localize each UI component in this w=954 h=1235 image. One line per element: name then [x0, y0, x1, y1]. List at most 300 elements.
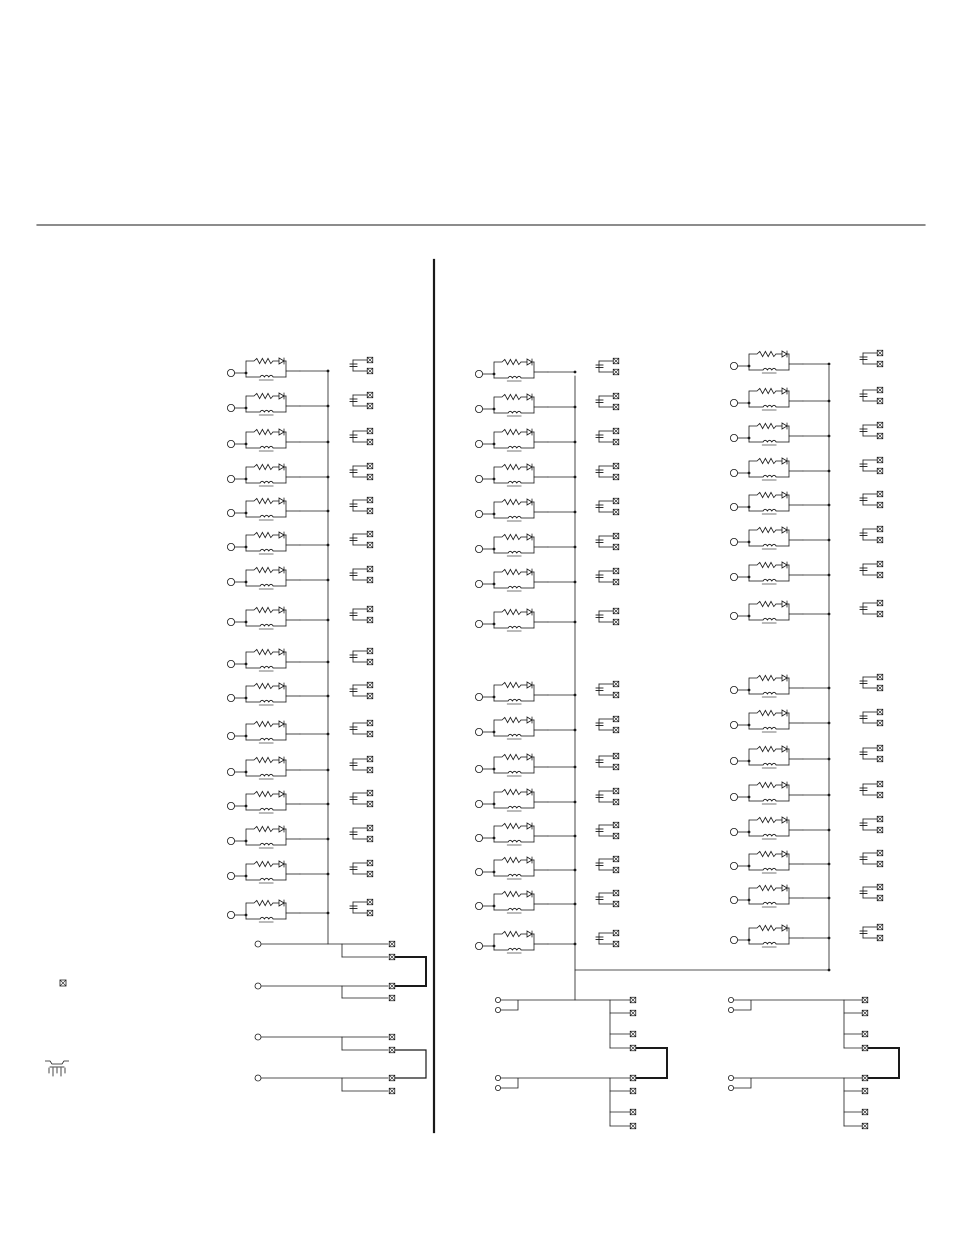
- diode-triangle: [527, 534, 532, 540]
- input-terminal-circle: [475, 942, 482, 949]
- input-terminal-circle: [227, 404, 234, 411]
- crossed-terminal-icon: [367, 682, 373, 688]
- wire: [734, 1000, 751, 1010]
- inductor-coil: [508, 481, 521, 483]
- crossed-terminal-icon: [630, 1010, 636, 1016]
- crossed-terminal-icon: [630, 997, 636, 1003]
- inductor-coil: [508, 806, 521, 808]
- channel-circuit: [227, 648, 372, 671]
- channel-circuit: [227, 531, 372, 554]
- resistor-zigzag: [749, 388, 776, 393]
- inductor-coil: [763, 475, 776, 477]
- resistor-zigzag: [494, 429, 521, 434]
- crossed-terminal-icon: [367, 617, 373, 623]
- channel-circuit: [475, 428, 618, 451]
- crossed-terminal-icon: [367, 659, 373, 665]
- channel-circuit: [227, 428, 372, 451]
- input-terminal-circle: [475, 545, 482, 552]
- crossed-terminal-icon: [877, 674, 883, 680]
- inductor-coil: [508, 551, 521, 553]
- crossed-terminal-icon: [630, 1045, 636, 1051]
- input-terminal-circle: [728, 997, 733, 1002]
- input-terminal-circle: [730, 612, 737, 619]
- inductor-coil: [260, 700, 273, 702]
- channel-circuit: [475, 788, 618, 811]
- channel-circuit: [730, 924, 882, 947]
- resistor-zigzag: [749, 492, 776, 497]
- inductor-coil: [260, 481, 273, 483]
- crossed-terminal-icon: [862, 1109, 868, 1115]
- resistor-zigzag: [246, 649, 273, 654]
- diode-triangle: [782, 527, 787, 533]
- crossed-terminal-icon: [613, 358, 619, 364]
- crossed-terminal-icon: [613, 822, 619, 828]
- resistor-zigzag: [749, 675, 776, 680]
- left-panel-schematic: [227, 357, 426, 1094]
- inductor-coil: [763, 544, 776, 546]
- crossed-terminal-icon: [613, 509, 619, 515]
- wire: [501, 1078, 518, 1088]
- inductor-coil: [763, 579, 776, 581]
- diode-triangle: [527, 891, 532, 897]
- channel-circuit: [227, 357, 372, 380]
- resistor-zigzag: [749, 851, 776, 856]
- input-terminal-circle: [728, 1085, 733, 1090]
- crossed-terminal-icon: [613, 533, 619, 539]
- diode-triangle: [527, 789, 532, 795]
- channel-circuit: [475, 856, 618, 879]
- crossed-terminal-icon: [877, 611, 883, 617]
- inductor-coil: [508, 626, 521, 628]
- jumper: [395, 1050, 426, 1078]
- diode-triangle: [279, 861, 284, 867]
- input-terminal-circle: [475, 834, 482, 841]
- inductor-coil: [260, 917, 273, 919]
- diode-triangle: [527, 464, 532, 470]
- input-terminal-circle: [227, 440, 234, 447]
- diode-triangle: [527, 359, 532, 365]
- inductor-coil: [763, 902, 776, 904]
- input-terminal-circle: [495, 997, 500, 1002]
- crossed-terminal-icon: [367, 648, 373, 654]
- channel-circuit: [227, 463, 372, 486]
- crossed-terminal-icon: [877, 924, 883, 930]
- resistor-zigzag: [494, 717, 521, 722]
- left-bus-section: [255, 941, 426, 1094]
- crossed-terminal-icon: [613, 799, 619, 805]
- inductor-coil: [260, 515, 273, 517]
- input-terminal-circle: [730, 757, 737, 764]
- crossed-terminal-icon: [613, 856, 619, 862]
- diode-triangle: [782, 458, 787, 464]
- inductor-coil: [260, 375, 273, 377]
- ground-bus-legend-icon: [45, 1061, 69, 1076]
- resistor-zigzag: [246, 393, 273, 398]
- channel-circuit: [730, 600, 882, 623]
- resistor-zigzag: [246, 900, 273, 905]
- input-terminal-circle: [255, 1034, 261, 1040]
- inductor-coil: [508, 771, 521, 773]
- input-terminal-circle: [730, 896, 737, 903]
- input-terminal-circle: [728, 1075, 733, 1080]
- input-terminal-circle: [730, 936, 737, 943]
- input-terminal-circle: [227, 732, 234, 739]
- resistor-zigzag: [749, 601, 776, 606]
- crossed-terminal-icon: [367, 428, 373, 434]
- right-bus-block: [495, 997, 667, 1129]
- inductor-coil: [508, 516, 521, 518]
- diode-triangle: [782, 925, 787, 931]
- crossed-terminal-icon: [367, 767, 373, 773]
- resistor-zigzag: [749, 925, 776, 930]
- channel-circuit: [730, 457, 882, 480]
- diode-triangle: [527, 682, 532, 688]
- resistor-zigzag: [494, 464, 521, 469]
- diode-triangle: [527, 754, 532, 760]
- diode-triangle: [279, 498, 284, 504]
- channel-circuit: [227, 825, 372, 848]
- channel-circuit: [730, 674, 882, 697]
- resistor-zigzag: [246, 464, 273, 469]
- input-terminal-circle: [495, 1007, 500, 1012]
- inductor-coil: [763, 692, 776, 694]
- right-panel-schematic: [475, 350, 899, 1129]
- inductor-coil: [763, 440, 776, 442]
- crossed-terminal-icon: [613, 716, 619, 722]
- input-terminal-circle: [475, 693, 482, 700]
- crossed-terminal-icon: [367, 836, 373, 842]
- crossed-terminal-icon: [877, 350, 883, 356]
- resistor-zigzag: [494, 931, 521, 936]
- crossed-terminal-icon: [367, 463, 373, 469]
- inductor-coil: [763, 763, 776, 765]
- crossed-terminal-icon: [389, 1075, 395, 1081]
- resistor-zigzag: [494, 499, 521, 504]
- crossed-terminal-icon: [877, 457, 883, 463]
- input-terminal-circle: [730, 793, 737, 800]
- crossed-terminal-icon: [877, 850, 883, 856]
- input-terminal-circle: [227, 768, 234, 775]
- inductor-coil: [763, 942, 776, 944]
- resistor-zigzag: [246, 429, 273, 434]
- diode-triangle: [782, 782, 787, 788]
- channel-circuit: [730, 561, 882, 584]
- resistor-zigzag: [749, 710, 776, 715]
- crossed-terminal-icon: [877, 537, 883, 543]
- channel-circuit: [730, 745, 882, 768]
- crossed-terminal-icon: [613, 393, 619, 399]
- input-terminal-circle: [730, 828, 737, 835]
- inductor-coil: [260, 549, 273, 551]
- crossed-terminal-icon: [877, 422, 883, 428]
- resistor-zigzag: [749, 746, 776, 751]
- crossed-terminal-icon: [613, 463, 619, 469]
- crossed-terminal-icon: [613, 608, 619, 614]
- inductor-coil: [508, 586, 521, 588]
- crossed-terminal-icon: [630, 1088, 636, 1094]
- resistor-zigzag: [494, 857, 521, 862]
- channel-circuit: [475, 890, 618, 913]
- crossed-terminal-icon: [877, 433, 883, 439]
- resistor-zigzag: [749, 562, 776, 567]
- input-terminal-circle: [475, 475, 482, 482]
- wire: [734, 1078, 751, 1088]
- diode-triangle: [279, 683, 284, 689]
- crossed-terminal-icon: [877, 792, 883, 798]
- input-terminal-circle: [730, 538, 737, 545]
- crossed-terminal-icon: [613, 867, 619, 873]
- diode-triangle: [527, 394, 532, 400]
- input-terminal-circle: [475, 580, 482, 587]
- channel-circuit: [730, 850, 882, 873]
- crossed-terminal-icon: [877, 756, 883, 762]
- inductor-coil: [508, 840, 521, 842]
- inductor-coil: [260, 843, 273, 845]
- crossed-terminal-icon: [613, 941, 619, 947]
- channel-circuit: [475, 608, 618, 631]
- resistor-zigzag: [749, 885, 776, 890]
- channel-circuit: [730, 350, 882, 373]
- diode-triangle: [279, 429, 284, 435]
- crossed-terminal-icon: [367, 392, 373, 398]
- crossed-terminal-icon: [613, 788, 619, 794]
- crossed-terminal-icon: [613, 404, 619, 410]
- diode-triangle: [782, 851, 787, 857]
- junction-dot: [828, 363, 831, 366]
- crossed-terminal-icon: [613, 568, 619, 574]
- diode-triangle: [279, 532, 284, 538]
- input-terminal-circle: [730, 399, 737, 406]
- channel-circuit: [475, 568, 618, 591]
- input-terminal-circle: [255, 1075, 261, 1081]
- diode-triangle: [279, 649, 284, 655]
- diode-triangle: [527, 717, 532, 723]
- crossed-terminal-icon: [389, 1088, 395, 1094]
- input-terminal-circle: [728, 1007, 733, 1012]
- jumper-bold: [395, 957, 426, 986]
- crossed-terminal-icon: [367, 860, 373, 866]
- resistor-zigzag: [494, 609, 521, 614]
- inductor-coil: [508, 734, 521, 736]
- inductor-coil: [260, 774, 273, 776]
- diode-triangle: [527, 569, 532, 575]
- crossed-terminal-icon: [613, 753, 619, 759]
- crossed-terminal-icon: [877, 781, 883, 787]
- channel-circuit: [475, 716, 618, 739]
- inductor-coil: [508, 948, 521, 950]
- inductor-coil: [763, 509, 776, 511]
- crossed-terminal-icon: [877, 491, 883, 497]
- resistor-zigzag: [246, 607, 273, 612]
- channel-circuit: [475, 393, 618, 416]
- crossed-terminal-icon: [367, 801, 373, 807]
- diode-triangle: [782, 492, 787, 498]
- input-terminal-circle: [730, 862, 737, 869]
- input-terminal-circle: [475, 405, 482, 412]
- resistor-zigzag: [749, 458, 776, 463]
- jumper-bold: [868, 1048, 899, 1078]
- diode-triangle: [782, 562, 787, 568]
- inductor-coil: [260, 738, 273, 740]
- crossed-terminal-icon: [367, 531, 373, 537]
- resistor-zigzag: [246, 757, 273, 762]
- channel-circuit: [227, 497, 372, 520]
- input-terminal-circle: [475, 728, 482, 735]
- inductor-coil: [508, 874, 521, 876]
- crossed-terminal-icon: [367, 474, 373, 480]
- channel-circuit: [475, 681, 618, 704]
- resistor-zigzag: [246, 791, 273, 796]
- crossed-terminal-icon: [877, 720, 883, 726]
- inductor-coil: [763, 368, 776, 370]
- crossed-terminal-icon: [877, 387, 883, 393]
- crossed-terminal-icon: [367, 566, 373, 572]
- crossed-terminal-icon: [367, 871, 373, 877]
- channel-circuit: [475, 463, 618, 486]
- crossed-terminal-icon: [877, 895, 883, 901]
- crossed-terminal-icon: [613, 890, 619, 896]
- channel-circuit: [475, 498, 618, 521]
- channel-circuit: [475, 533, 618, 556]
- crossed-terminal-icon: [367, 731, 373, 737]
- inductor-coil: [508, 411, 521, 413]
- channel-circuit: [730, 526, 882, 549]
- channel-circuit: [227, 566, 372, 589]
- input-terminal-circle: [730, 721, 737, 728]
- inductor-coil: [763, 618, 776, 620]
- resistor-zigzag: [749, 817, 776, 822]
- channel-circuit: [475, 822, 618, 845]
- input-terminal-circle: [227, 694, 234, 701]
- crossed-terminal-icon: [862, 1088, 868, 1094]
- channel-circuit: [730, 491, 882, 514]
- resistor-zigzag: [494, 359, 521, 364]
- channel-circuit: [227, 720, 372, 743]
- crossed-terminal-icon: [862, 1075, 868, 1081]
- inductor-coil: [260, 410, 273, 412]
- crossed-terminal-icon: [877, 827, 883, 833]
- input-terminal-circle: [475, 510, 482, 517]
- input-terminal-circle: [475, 370, 482, 377]
- input-terminal-circle: [227, 837, 234, 844]
- crossed-terminal-icon: [367, 577, 373, 583]
- diode-triangle: [782, 601, 787, 607]
- crossed-terminal-icon: [630, 1031, 636, 1037]
- crossed-terminal-icon: [630, 1109, 636, 1115]
- input-terminal-circle: [227, 802, 234, 809]
- crossed-terminal-icon: [877, 745, 883, 751]
- crossed-terminal-icon: [613, 579, 619, 585]
- crossed-terminal-icon: [367, 899, 373, 905]
- resistor-zigzag: [749, 782, 776, 787]
- diode-triangle: [782, 710, 787, 716]
- inductor-coil: [260, 446, 273, 448]
- crossed-terminal-icon: [367, 756, 373, 762]
- crossed-terminal-icon: [389, 941, 395, 947]
- crossed-terminal-icon: [613, 498, 619, 504]
- resistor-zigzag: [246, 532, 273, 537]
- input-terminal-circle: [495, 1075, 500, 1080]
- resistor-zigzag: [494, 394, 521, 399]
- resistor-zigzag: [749, 423, 776, 428]
- diode-triangle: [782, 423, 787, 429]
- crossed-terminal-icon: [367, 542, 373, 548]
- crossed-terminal-icon: [367, 403, 373, 409]
- diode-triangle: [527, 499, 532, 505]
- input-terminal-circle: [227, 660, 234, 667]
- diode-triangle: [279, 464, 284, 470]
- crossed-terminal-icon: [389, 995, 395, 1001]
- crossed-terminal-icon: [613, 619, 619, 625]
- inductor-coil: [763, 799, 776, 801]
- channel-circuit: [227, 756, 372, 779]
- diode-triangle: [279, 757, 284, 763]
- resistor-zigzag: [494, 823, 521, 828]
- crossed-terminal-icon: [613, 930, 619, 936]
- diode-triangle: [782, 351, 787, 357]
- crossed-terminal-icon: [367, 693, 373, 699]
- crossed-terminal-icon: [877, 884, 883, 890]
- crossed-terminal-icon: [367, 606, 373, 612]
- crossed-terminal-icon: [862, 1123, 868, 1129]
- junction-dot: [574, 371, 577, 374]
- crossed-terminal-icon: [613, 428, 619, 434]
- channel-circuit: [227, 682, 372, 705]
- crossed-terminal-icon: [367, 439, 373, 445]
- inductor-coil: [260, 584, 273, 586]
- diode-triangle: [527, 931, 532, 937]
- inductor-coil: [763, 405, 776, 407]
- input-terminal-circle: [227, 543, 234, 550]
- resistor-zigzag: [749, 351, 776, 356]
- crossed-terminal-icon: [877, 600, 883, 606]
- input-terminal-circle: [730, 503, 737, 510]
- crossed-terminal-icon: [877, 572, 883, 578]
- crossed-terminal-icon: [862, 1045, 868, 1051]
- input-terminal-circle: [730, 469, 737, 476]
- input-terminal-circle: [227, 911, 234, 918]
- input-terminal-circle: [730, 573, 737, 580]
- crossed-terminal-icon: [389, 1047, 395, 1053]
- inductor-coil: [763, 727, 776, 729]
- inductor-coil: [260, 878, 273, 880]
- crossed-terminal-icon: [862, 1031, 868, 1037]
- crossed-terminal-icon: [877, 685, 883, 691]
- right-bus-block: [728, 997, 899, 1129]
- resistor-zigzag: [494, 754, 521, 759]
- diode-triangle: [279, 900, 284, 906]
- channel-circuit: [730, 816, 882, 839]
- diode-triangle: [527, 609, 532, 615]
- channel-circuit: [475, 358, 618, 381]
- junction-dot: [828, 969, 831, 972]
- channel-circuit: [227, 860, 372, 883]
- crossed-terminal-icon: [630, 1123, 636, 1129]
- channel-circuit: [227, 790, 372, 813]
- resistor-zigzag: [246, 498, 273, 503]
- diode-triangle: [782, 817, 787, 823]
- diode-triangle: [279, 791, 284, 797]
- diode-triangle: [782, 746, 787, 752]
- diode-triangle: [279, 721, 284, 727]
- resistor-zigzag: [749, 527, 776, 532]
- crossed-terminal-icon: [877, 816, 883, 822]
- diode-triangle: [527, 429, 532, 435]
- input-terminal-circle: [227, 872, 234, 879]
- resistor-zigzag: [494, 789, 521, 794]
- crossed-terminal-icon: [367, 357, 373, 363]
- ground-bus-bar: [45, 1061, 69, 1064]
